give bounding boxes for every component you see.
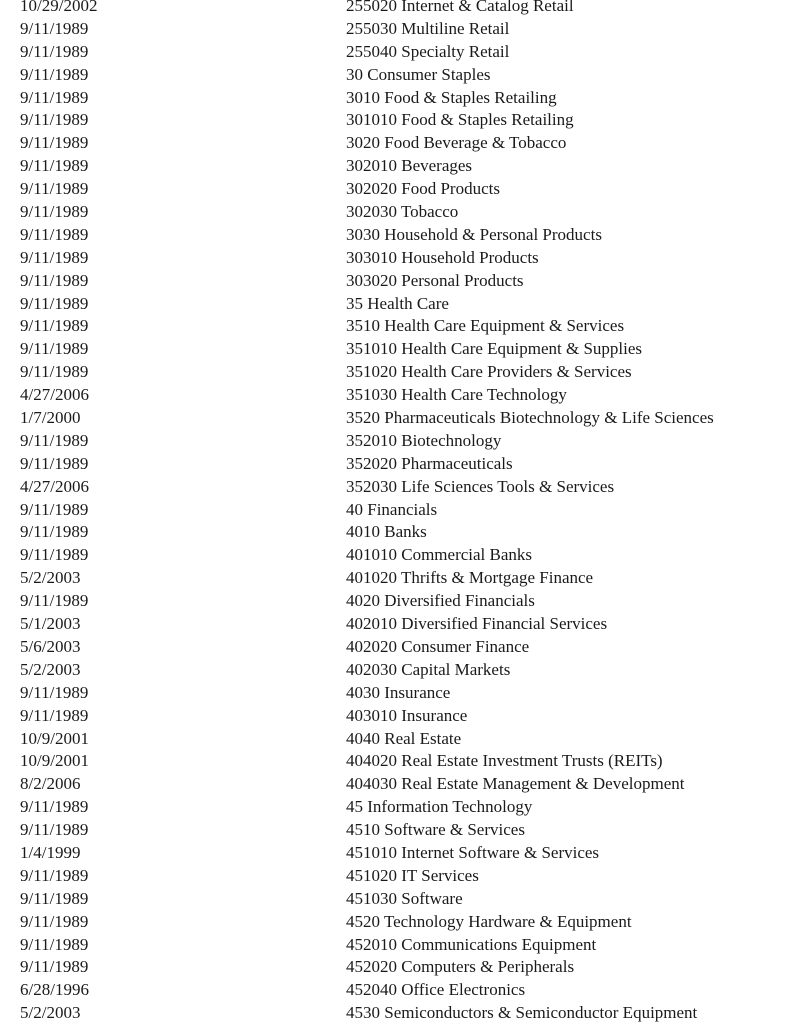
- table-row: [0, 224, 791, 247]
- date-cell: 4/27/2006: [20, 385, 89, 405]
- table-row: [0, 293, 791, 316]
- date-cell: 9/11/1989: [20, 18, 89, 38]
- date-cell: 9/11/1989: [20, 934, 89, 954]
- industry-cell: 3520 Pharmaceuticals Biotechnology & Life Sciences: [346, 408, 714, 428]
- table-row: [0, 155, 791, 178]
- industry-cell: 3030 Household & Personal Products: [346, 224, 602, 244]
- industry-cell: 45 Information Technology: [346, 797, 533, 817]
- table-row: [0, 682, 791, 705]
- table-row: [0, 544, 791, 567]
- industry-cell: 351020 Health Care Providers & Services: [346, 362, 632, 382]
- table-row: [0, 0, 791, 18]
- date-cell: 1/4/1999: [20, 842, 81, 862]
- table-row: [0, 41, 791, 64]
- date-cell: 9/11/1989: [20, 430, 89, 450]
- industry-cell: 352030 Life Sciences Tools & Services: [346, 476, 615, 496]
- date-cell: 9/11/1989: [20, 316, 89, 336]
- date-cell: 10/9/2001: [20, 751, 89, 771]
- industry-cell: 303020 Personal Products: [346, 270, 524, 290]
- table-row: [0, 453, 791, 476]
- table-row: [0, 476, 791, 499]
- date-cell: 9/11/1989: [20, 705, 89, 725]
- date-cell: 9/11/1989: [20, 957, 89, 977]
- table-row: [0, 979, 791, 1002]
- table-row: [0, 109, 791, 132]
- table-row: [0, 270, 791, 293]
- industry-cell: 4040 Real Estate: [346, 728, 462, 748]
- industry-cell: 302010 Beverages: [346, 156, 473, 176]
- industry-cell: 4030 Insurance: [346, 682, 451, 702]
- date-cell: 9/11/1989: [20, 820, 89, 840]
- date-cell: 10/9/2001: [20, 728, 89, 748]
- date-cell: 9/11/1989: [20, 133, 89, 153]
- date-cell: 9/11/1989: [20, 591, 89, 611]
- table-row: [0, 201, 791, 224]
- industry-cell: 40 Financials: [346, 499, 438, 519]
- table-row: [0, 361, 791, 384]
- industry-cell: 255040 Specialty Retail: [346, 41, 510, 61]
- date-cell: 6/28/1996: [20, 980, 89, 1000]
- date-cell: 9/11/1989: [20, 545, 89, 565]
- table-row: [0, 842, 791, 865]
- date-cell: 9/11/1989: [20, 179, 89, 199]
- date-cell: 5/2/2003: [20, 1003, 81, 1023]
- date-cell: 5/2/2003: [20, 659, 81, 679]
- date-cell: 9/11/1989: [20, 865, 89, 885]
- industry-cell: 255020 Internet & Catalog Retail: [346, 0, 574, 15]
- table-row: [0, 315, 791, 338]
- industry-cell: 451010 Internet Software & Services: [346, 842, 600, 862]
- industry-cell: 403010 Insurance: [346, 705, 468, 725]
- industry-cell: 452010 Communications Equipment: [346, 934, 597, 954]
- industry-cell: 3010 Food & Staples Retailing: [346, 87, 557, 107]
- table-row: [0, 521, 791, 544]
- date-cell: 9/11/1989: [20, 87, 89, 107]
- table-row: [0, 338, 791, 361]
- date-cell: 9/11/1989: [20, 247, 89, 267]
- industry-cell: 451030 Software: [346, 888, 463, 908]
- industry-cell: 401010 Commercial Banks: [346, 545, 533, 565]
- table-row: [0, 888, 791, 911]
- industry-cell: 452040 Office Electronics: [346, 980, 526, 1000]
- date-cell: 9/11/1989: [20, 64, 89, 84]
- industry-cell: 351010 Health Care Equipment & Supplies: [346, 339, 643, 359]
- date-cell: 9/11/1989: [20, 522, 89, 542]
- table-row: [0, 567, 791, 590]
- industry-cell: 301010 Food & Staples Retailing: [346, 110, 574, 130]
- date-cell: 9/11/1989: [20, 797, 89, 817]
- industry-cell: 255030 Multiline Retail: [346, 18, 510, 38]
- industry-cell: 302020 Food Products: [346, 179, 500, 199]
- industry-cell: 352020 Pharmaceuticals: [346, 453, 513, 473]
- industry-cell: 452020 Computers & Peripherals: [346, 957, 575, 977]
- industry-cell: 404030 Real Estate Management & Development: [346, 774, 685, 794]
- table-row: [0, 178, 791, 201]
- table-row: [0, 728, 791, 751]
- table-row: [0, 18, 791, 41]
- table-row: [0, 750, 791, 773]
- table-row: [0, 132, 791, 155]
- table-row: [0, 819, 791, 842]
- table-row: [0, 796, 791, 819]
- date-cell: 5/6/2003: [20, 636, 81, 656]
- table-row: [0, 87, 791, 110]
- date-cell: 9/11/1989: [20, 293, 89, 313]
- date-cell: 5/2/2003: [20, 568, 81, 588]
- industry-cell: 352010 Biotechnology: [346, 430, 502, 450]
- industry-cell: 4530 Semiconductors & Semiconductor Equipment: [346, 1003, 698, 1023]
- date-cell: 9/11/1989: [20, 888, 89, 908]
- table-row: [0, 247, 791, 270]
- date-cell: 9/11/1989: [20, 339, 89, 359]
- industry-cell: 402020 Consumer Finance: [346, 636, 530, 656]
- table-row: [0, 407, 791, 430]
- industry-cell: 401020 Thrifts & Mortgage Finance: [346, 568, 594, 588]
- industry-cell: 4020 Diversified Financials: [346, 591, 535, 611]
- table-row: [0, 1002, 791, 1025]
- date-cell: 9/11/1989: [20, 499, 89, 519]
- industry-cell: 303010 Household Products: [346, 247, 539, 267]
- table-row: [0, 705, 791, 728]
- industry-cell: 4510 Software & Services: [346, 820, 525, 840]
- date-cell: 9/11/1989: [20, 362, 89, 382]
- table-row: [0, 773, 791, 796]
- date-cell: 9/11/1989: [20, 41, 89, 61]
- table-row: [0, 636, 791, 659]
- industry-cell: 402030 Capital Markets: [346, 659, 511, 679]
- industry-cell: 3020 Food Beverage & Tobacco: [346, 133, 567, 153]
- date-cell: 9/11/1989: [20, 682, 89, 702]
- table-row: [0, 384, 791, 407]
- table-row: [0, 659, 791, 682]
- industry-cell: 35 Health Care: [346, 293, 449, 313]
- table-row: [0, 430, 791, 453]
- table-row: [0, 613, 791, 636]
- date-cell: 8/2/2006: [20, 774, 81, 794]
- date-cell: 9/11/1989: [20, 270, 89, 290]
- date-cell: 10/29/2002: [20, 0, 98, 15]
- date-cell: 4/27/2006: [20, 476, 89, 496]
- industry-cell: 302030 Tobacco: [346, 202, 459, 222]
- industry-cell: 30 Consumer Staples: [346, 64, 491, 84]
- industry-cell: 351030 Health Care Technology: [346, 385, 567, 405]
- date-cell: 9/11/1989: [20, 202, 89, 222]
- table-row: [0, 590, 791, 613]
- date-cell: 9/11/1989: [20, 224, 89, 244]
- date-cell: 9/11/1989: [20, 911, 89, 931]
- industry-cell: 3510 Health Care Equipment & Services: [346, 316, 625, 336]
- industry-cell: 404020 Real Estate Investment Trusts (REITs): [346, 751, 663, 771]
- date-cell: 9/11/1989: [20, 453, 89, 473]
- table-row: [0, 911, 791, 934]
- table-row: [0, 64, 791, 87]
- industry-cell: 4010 Banks: [346, 522, 427, 542]
- date-cell: 9/11/1989: [20, 110, 89, 130]
- date-cell: 1/7/2000: [20, 408, 81, 428]
- table-row: [0, 865, 791, 888]
- industry-cell: 402010 Diversified Financial Services: [346, 614, 608, 634]
- industry-cell: 4520 Technology Hardware & Equipment: [346, 911, 632, 931]
- industry-cell: 451020 IT Services: [346, 865, 479, 885]
- date-cell: 9/11/1989: [20, 156, 89, 176]
- date-cell: 5/1/2003: [20, 614, 81, 634]
- table-row: [0, 499, 791, 522]
- table-row: [0, 934, 791, 957]
- table-row: [0, 956, 791, 979]
